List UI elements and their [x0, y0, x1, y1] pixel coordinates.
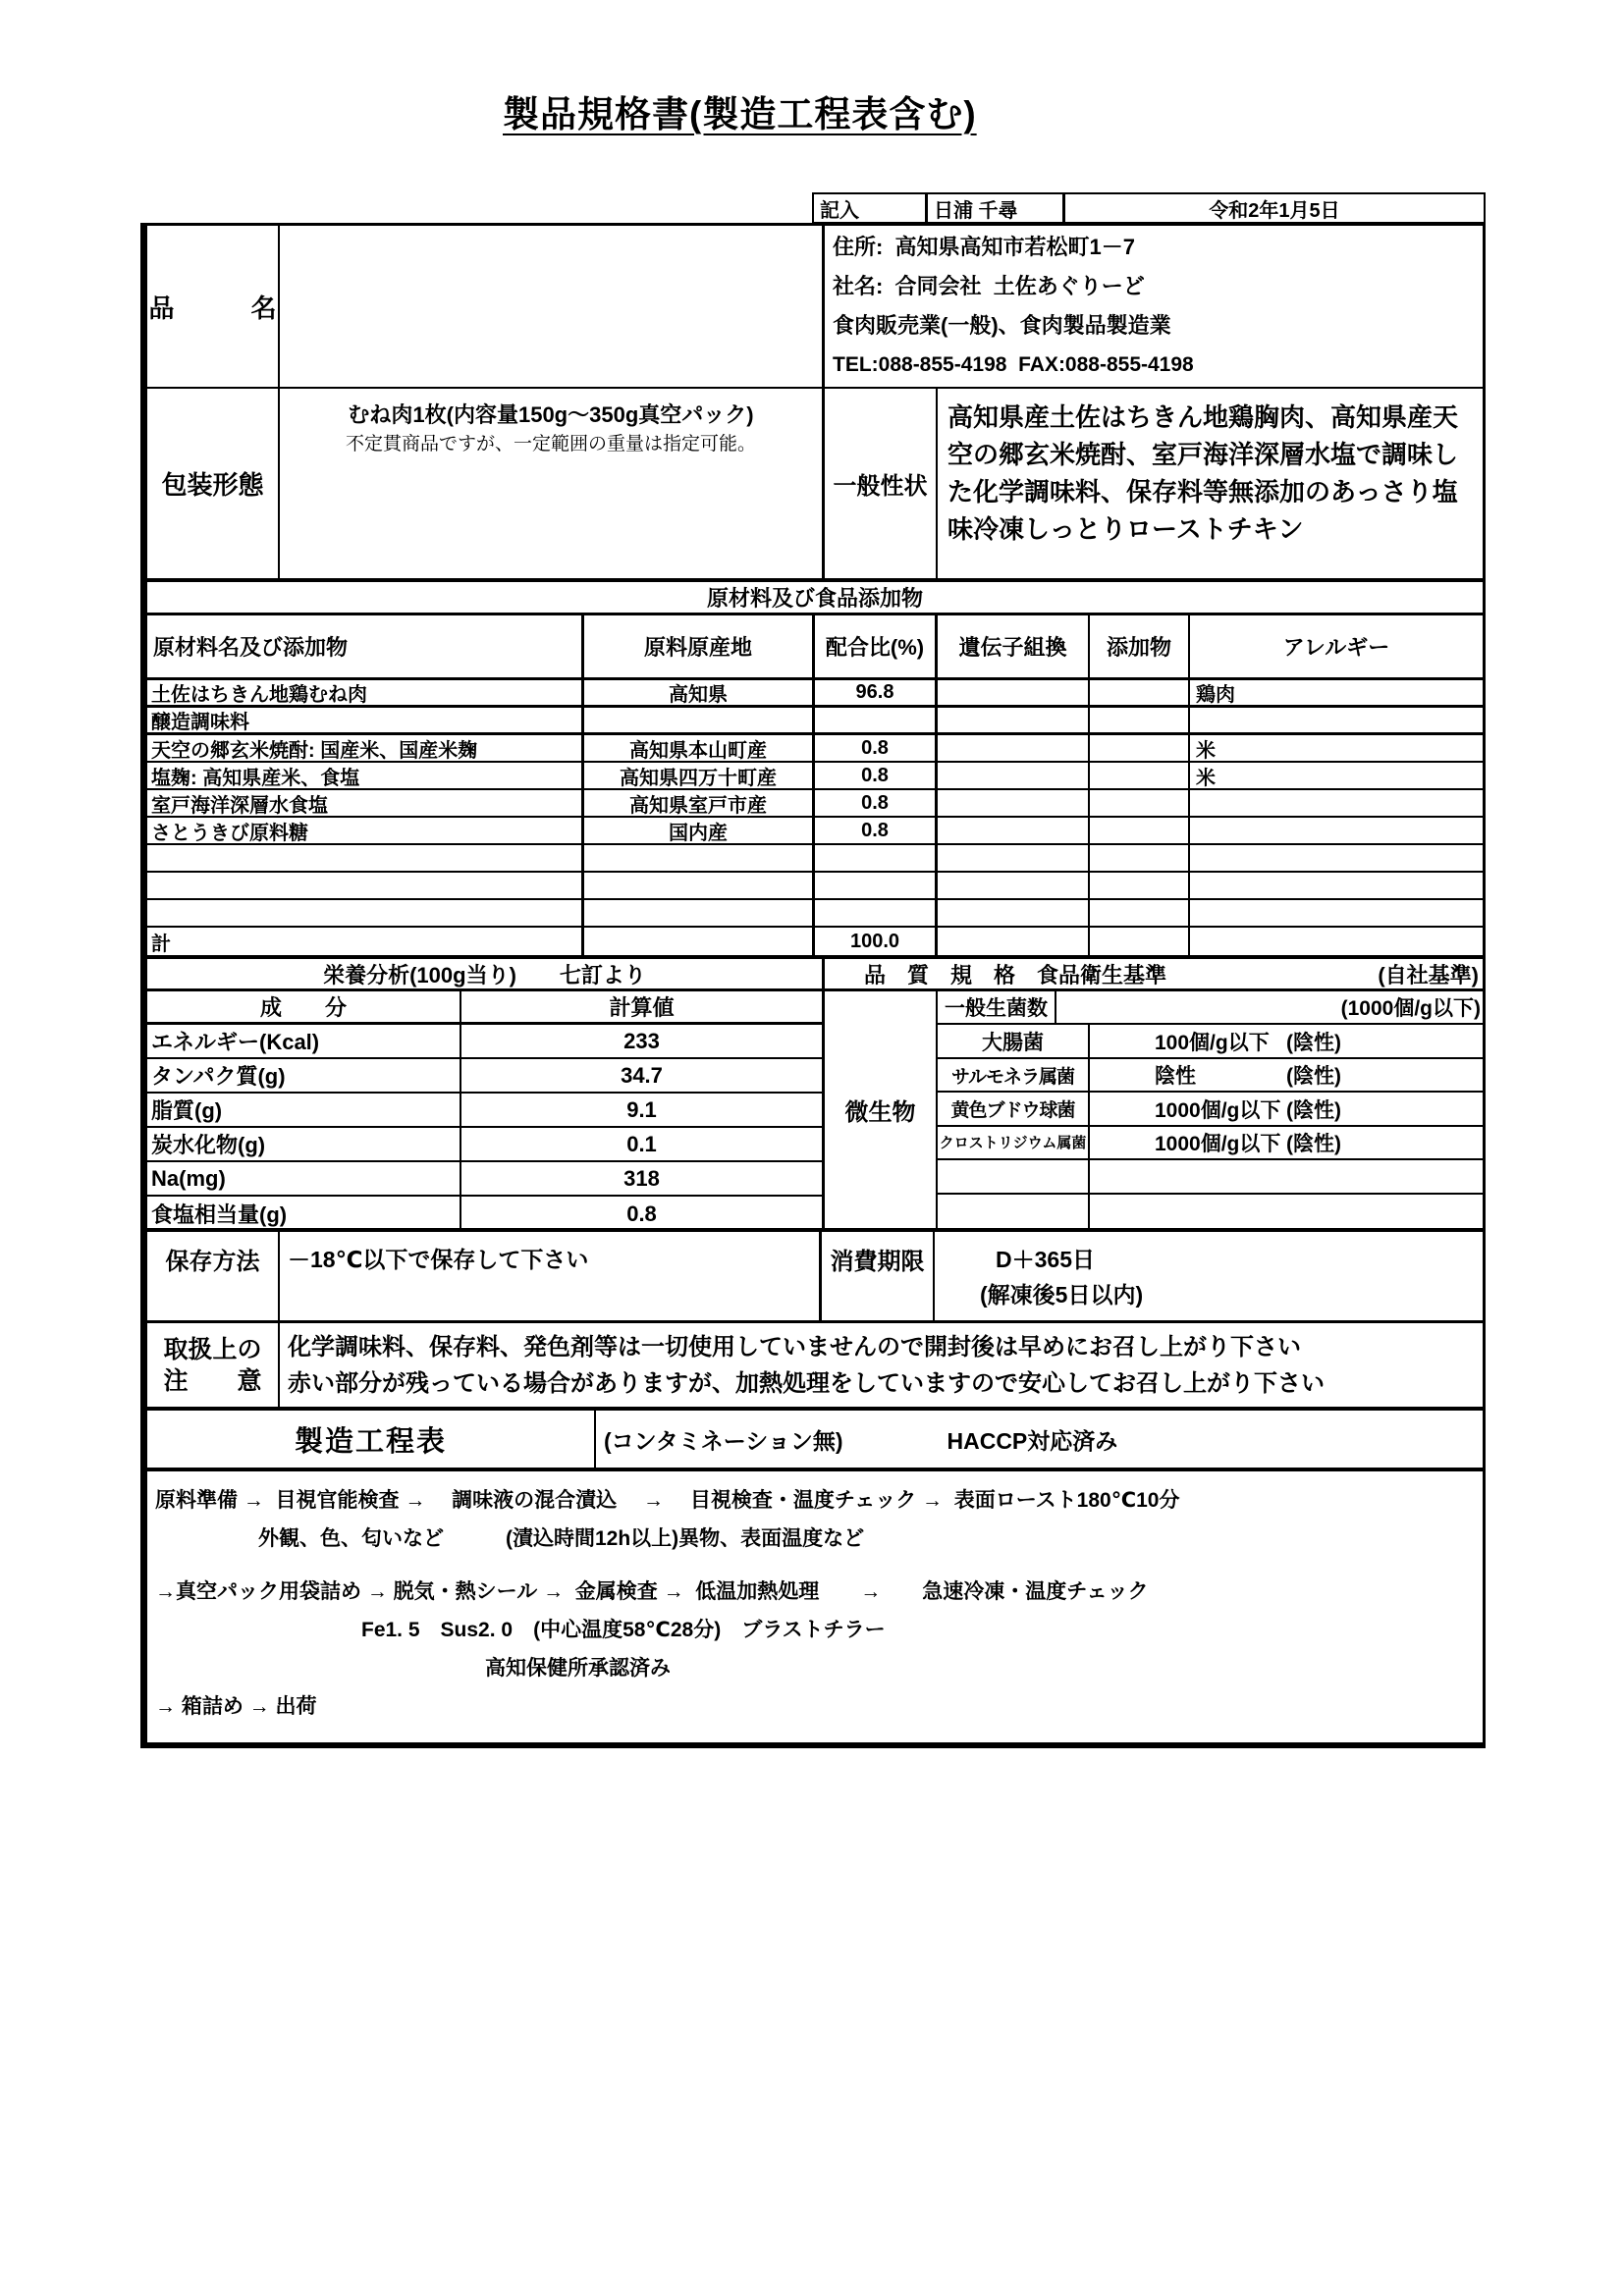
ingredient-row: [147, 900, 1483, 928]
page-title: 製品規格書(製造工程表含む): [503, 94, 977, 134]
handling-label-line1: 取扱上の: [163, 1335, 262, 1363]
nutrition-component-cell: タンパク質(g): [147, 1059, 461, 1092]
ingredient-additive-cell: [1090, 928, 1190, 955]
ingredient-origin-cell: [584, 708, 815, 732]
ingredient-name-cell: [147, 845, 584, 871]
ingredient-allergy-cell: 米: [1196, 739, 1216, 761]
ingredient-gmo-cell: [938, 708, 1090, 732]
ingredient-origin-cell: 国内産: [584, 818, 815, 843]
nutrition-component-cell: 食塩相当量(g): [147, 1197, 461, 1231]
nutrition-row: [147, 1025, 822, 1059]
ingredient-name-cell: 醸造調味料: [147, 708, 584, 732]
ingredient-allergy-cell: [1190, 873, 1483, 898]
ingredient-row: [147, 680, 1483, 708]
nutrition-row: [147, 1197, 822, 1231]
ingredient-gmo-cell: [938, 680, 1090, 705]
ingredient-additive-cell: [1090, 680, 1190, 705]
packaging-line1: むね肉1枚(内容量150g～350g真空パック): [348, 402, 754, 427]
ingredient-additive-cell: [1090, 845, 1190, 871]
nutrition-value-cell: 318: [623, 1165, 660, 1191]
entry-person-name: 日浦 千尋: [928, 194, 1065, 222]
section-headers-row: [147, 955, 1483, 991]
ingredient-origin-cell: [584, 928, 815, 955]
ingredient-row: [147, 845, 1483, 873]
col-header-ratio: 配合比(%): [815, 615, 938, 677]
ingredient-allergy-cell: [1190, 900, 1483, 926]
ingredient-name-cell: 計: [147, 928, 584, 955]
process-flow-lines: [147, 1481, 1483, 1726]
ingredient-additive-cell: [1090, 735, 1190, 761]
col-header-origin: 原料原産地: [584, 615, 815, 677]
ingredients-header-row: [147, 615, 1483, 680]
microbe-limit-cell: [1090, 1195, 1286, 1228]
ingredient-additive-cell: [1090, 873, 1190, 898]
microbe-note-cell: (陰性): [1286, 1132, 1341, 1155]
ingredient-row: [147, 708, 1483, 735]
ingredient-ratio-cell: [815, 708, 938, 732]
col-header-ingredient: 原材料名及び添加物: [147, 615, 584, 677]
microbe-note-cell: (陰性): [1286, 1065, 1341, 1089]
expiry-label: 消費期限: [822, 1232, 935, 1320]
nutrition-table: [147, 991, 825, 1228]
microbe-note-cell: (陰性): [1286, 1031, 1341, 1054]
ingredient-origin-cell: 高知県: [584, 680, 815, 705]
ingredient-allergy-cell: [1190, 818, 1483, 843]
expiry-value: [935, 1232, 1483, 1320]
process-title: 製造工程表: [147, 1411, 596, 1468]
ingredient-allergy-cell: [1190, 708, 1483, 732]
microbe-rows: [938, 991, 1483, 1228]
expiry-line1: D＋365日: [996, 1247, 1095, 1272]
process-flow-line: 外観、色、匂いなど (漬込時間12h以上)異物、表面温度など: [155, 1527, 865, 1550]
col-header-allergy: アレルギー: [1282, 635, 1390, 660]
nutrition-col-value: 計算値: [609, 995, 675, 1020]
quality-section-title-cell: [825, 959, 1483, 988]
process-flow-box: [147, 1471, 1483, 1742]
ingredient-row: [147, 928, 1483, 955]
ingredient-name-cell: 室戸海洋深層水食塩: [147, 790, 584, 816]
microbe-limit-cell: 100個/g以下: [1155, 1031, 1270, 1054]
ingredient-origin-cell: [584, 873, 815, 898]
process-flow-line: 高知保健所承認済み: [155, 1657, 671, 1680]
nutrition-component-cell: 炭水化物(g): [147, 1128, 461, 1160]
microbe-table: [825, 991, 1483, 1228]
storage-expiry-row: [147, 1232, 1483, 1323]
microbe-note-cell: [1286, 1160, 1483, 1192]
packaging-line2: 不定貫商品ですが、一定範囲の重量は指定可能。: [345, 434, 756, 454]
ingredient-origin-cell: 高知県室戸市産: [584, 790, 815, 816]
product-name-row: [147, 226, 1483, 389]
process-flow-line: → 箱詰め → 出荷: [155, 1695, 317, 1718]
handling-row: [147, 1323, 1483, 1411]
nutrition-col-component: 成 分: [147, 991, 461, 1022]
process-flow-line: →真空パック用袋詰め → 脱気・熱シール → 金属検査 → 低温加熱処理 → 急速冷凍・温度チェック: [155, 1580, 1149, 1603]
ingredient-ratio-cell: 0.8: [815, 735, 938, 761]
microbe-name-cell: [938, 1195, 1090, 1228]
ingredient-gmo-cell: [938, 818, 1090, 843]
microbe-name-cell: 一般生菌数: [938, 991, 1056, 1023]
nutrition-value-cell: 9.1: [626, 1096, 657, 1122]
supplier-info: [825, 226, 1483, 387]
ingredient-additive-cell: [1090, 763, 1190, 788]
ingredient-origin-cell: [584, 900, 815, 926]
packaging-description: [280, 389, 825, 578]
ingredient-row: [147, 790, 1483, 818]
ingredient-origin-cell: 高知県四万十町産: [584, 763, 815, 788]
ingredient-name-cell: [147, 873, 584, 898]
nutrition-row: [147, 1094, 822, 1128]
ingredient-ratio-cell: 0.8: [815, 790, 938, 816]
microbe-row: [938, 1195, 1483, 1228]
ingredient-allergy-cell: [1190, 928, 1483, 955]
ingredient-name-cell: 塩麹: 高知県産米、食塩: [147, 763, 584, 788]
nutrition-row: [147, 1128, 822, 1162]
nutrition-header-row: [147, 991, 822, 1025]
ingredients-body: [147, 680, 1483, 955]
ingredient-origin-cell: 高知県本山町産: [584, 735, 815, 761]
ingredient-row: [147, 763, 1483, 790]
ingredient-name-cell: [147, 900, 584, 926]
entry-date: 令和2年1月5日: [1209, 199, 1340, 222]
entry-label: 記入: [814, 194, 928, 222]
ingredient-ratio-cell: 0.8: [815, 818, 938, 843]
microbe-note-cell: (1000個/g以下): [1340, 997, 1481, 1021]
microbe-limit-cell: [1090, 1160, 1286, 1192]
packaging-row: [147, 389, 1483, 582]
product-name-lines: [280, 226, 825, 387]
ingredient-row: [147, 873, 1483, 900]
microbe-row: [938, 1025, 1483, 1058]
ingredient-row: [147, 818, 1483, 845]
process-flow-line: 原料準備 → 目視官能検査 → 調味液の混合漬込 → 目視検査・温度チェック → 表面ロースト180℃10分: [155, 1489, 1180, 1512]
col-header-gmo: 遺伝子組換: [938, 615, 1090, 677]
process-flow-line: Fe1. 5 Sus2. 0 (中心温度58℃28分) ブラストチラー: [155, 1619, 886, 1641]
microbe-row: [938, 1059, 1483, 1093]
quality-basis-note: (自社基準): [1378, 962, 1479, 988]
nutrition-value-cell: 0.8: [626, 1201, 657, 1226]
nutrition-row: [147, 1162, 822, 1197]
entry-header-row: [812, 192, 1486, 224]
storage-text: －18℃以下で保存して下さい: [280, 1232, 822, 1320]
ingredient-ratio-cell: [815, 873, 938, 898]
supplier-business: 食肉販売業(一般)、食肉製品製造業: [833, 313, 1171, 338]
ingredient-gmo-cell: [938, 845, 1090, 871]
handling-label-line2: 注 意: [163, 1366, 262, 1395]
process-notes: [596, 1411, 1483, 1468]
handling-text: [280, 1323, 1483, 1407]
microbe-note-cell: [1286, 1195, 1483, 1228]
nutrition-value-cell: 233: [623, 1028, 660, 1053]
microbe-limit-cell: 陰性: [1155, 1065, 1196, 1089]
contamination-note: (コンタミネーション無): [604, 1427, 843, 1454]
microbe-name-cell: サルモネラ属菌: [938, 1059, 1090, 1091]
haccp-note: HACCP対応済み: [947, 1427, 1118, 1454]
microbe-limit-cell: 1000個/g以下: [1155, 1098, 1281, 1122]
ingredient-allergy-cell: [1190, 790, 1483, 816]
product-name-label: 品 名: [147, 226, 280, 387]
process-header-row: [147, 1411, 1483, 1471]
ingredient-gmo-cell: [938, 928, 1090, 955]
expiry-line2: (解凍後5日以内): [980, 1282, 1144, 1308]
microbe-row: [938, 1160, 1483, 1194]
ingredient-allergy-cell: 米: [1196, 767, 1216, 788]
nutrition-value-cell: 0.1: [626, 1131, 657, 1156]
nutrition-section-title: 栄養分析(100g当り) 七訂より: [147, 959, 825, 988]
microbe-note-cell: (陰性): [1286, 1098, 1341, 1122]
ingredient-name-cell: 天空の郷玄米焼酎: 国産米、国産米麹: [147, 735, 584, 761]
ingredient-additive-cell: [1090, 708, 1190, 732]
ingredient-name-cell: 土佐はちきん地鶏むね肉: [147, 680, 584, 705]
nutrition-row: [147, 1059, 822, 1094]
microbe-name-cell: 黄色ブドウ球菌: [938, 1093, 1090, 1124]
packaging-label: 包装形態: [147, 389, 280, 578]
ingredient-row: [147, 735, 1483, 763]
ingredient-gmo-cell: [938, 735, 1090, 761]
nutrition-component-cell: Na(mg): [147, 1162, 461, 1195]
nutrition-component-cell: エネルギー(Kcal): [147, 1025, 461, 1057]
storage-label: 保存方法: [147, 1232, 280, 1320]
quality-section-title: 品 質 規 格 食品衛生基準: [864, 962, 1167, 988]
ingredient-allergy-cell: [1190, 845, 1483, 871]
microbe-name-cell: 大腸菌: [938, 1025, 1090, 1056]
handling-label: [147, 1323, 280, 1407]
general-character-label: 一般性状: [825, 389, 938, 578]
ingredient-additive-cell: [1090, 818, 1190, 843]
supplier-address: 住所: 高知県高知市若松町1－7: [833, 235, 1136, 259]
ingredient-gmo-cell: [938, 900, 1090, 926]
ingredient-origin-cell: [584, 845, 815, 871]
microbe-group-label: 微生物: [825, 991, 938, 1228]
nutrition-value-cell: 34.7: [621, 1062, 663, 1088]
ingredient-allergy-cell: 鶏肉: [1196, 684, 1235, 705]
ingredient-ratio-cell: 96.8: [815, 680, 938, 705]
ingredients-section-title: 原材料及び食品添加物: [147, 582, 1483, 615]
nutrition-component-cell: 脂質(g): [147, 1094, 461, 1126]
microbe-row: [938, 991, 1483, 1025]
ingredient-gmo-cell: [938, 873, 1090, 898]
spec-table: [140, 223, 1486, 1748]
supplier-tel-fax: TEL:088-855-4198 FAX:088-855-4198: [833, 353, 1194, 376]
ingredient-name-cell: さとうきび原料糖: [147, 818, 584, 843]
ingredient-additive-cell: [1090, 790, 1190, 816]
handling-line1: 化学調味料、保存料、発色剤等は一切使用していませんので開封後は早めにお召し上がり下さい: [288, 1333, 1301, 1361]
ingredient-gmo-cell: [938, 763, 1090, 788]
microbe-limit-cell: 1000個/g以下: [1155, 1132, 1281, 1155]
microbe-name-cell: [938, 1160, 1090, 1192]
microbe-name-cell: クロストリジウム属菌: [938, 1127, 1090, 1158]
microbe-row: [938, 1093, 1483, 1126]
nutrition-body: [147, 1025, 822, 1231]
microbe-row: [938, 1127, 1483, 1160]
ingredient-ratio-cell: [815, 845, 938, 871]
nutrition-quality-row: [147, 991, 1483, 1232]
ingredient-ratio-cell: 0.8: [815, 763, 938, 788]
ingredient-ratio-cell: 100.0: [815, 928, 938, 955]
ingredient-ratio-cell: [815, 900, 938, 926]
supplier-company: 社名: 合同会社 土佐あぐりーど: [833, 274, 1145, 298]
col-header-additive: 添加物: [1090, 615, 1190, 677]
ingredient-additive-cell: [1090, 900, 1190, 926]
general-character-text: 高知県産土佐はちきん地鶏胸肉、高知県産天空の郷玄米焼酎、室戸海洋深層水塩で調味した化学調味料、保存料等無添加のあっさり塩味冷凍しっとりローストチキン: [947, 402, 1459, 544]
ingredient-gmo-cell: [938, 790, 1090, 816]
handling-line2: 赤い部分が残っている場合がありますが、加熱処理をしていますので安心してお召し上がり下さい: [288, 1369, 1325, 1397]
